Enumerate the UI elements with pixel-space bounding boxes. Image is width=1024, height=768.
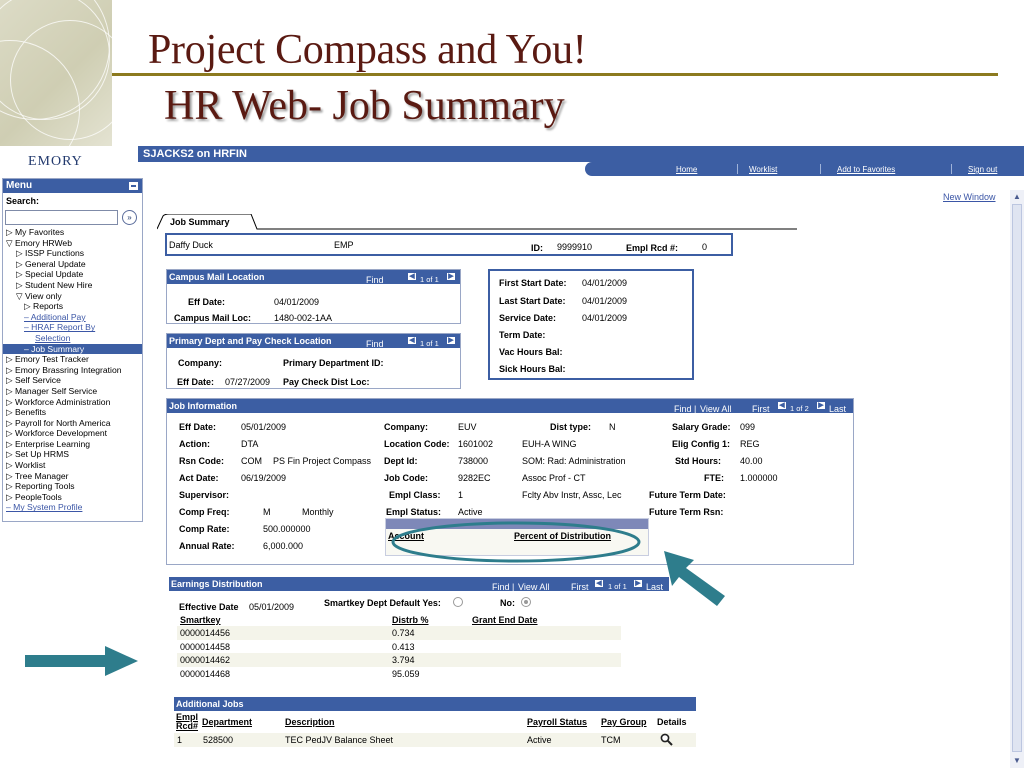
section-title: Campus Mail Location — [169, 272, 265, 282]
rsn-code: COM — [241, 456, 262, 466]
menu-item[interactable]: ▷ Payroll for North America — [6, 417, 111, 428]
menu-item[interactable]: ▷ General Update — [16, 258, 86, 269]
date-value: 04/01/2009 — [582, 296, 628, 306]
empl-rcd: 0 — [702, 242, 708, 252]
dist-type-label: Dist type: — [550, 422, 592, 432]
elig-config-label: Elig Config 1: — [672, 439, 730, 449]
date-label: Term Date: — [499, 330, 546, 340]
new-window-link[interactable]: New Window — [943, 192, 996, 202]
comp-freq-label: Comp Freq: — [179, 507, 230, 517]
eff-date-label: Eff Date: — [188, 297, 226, 307]
smartkey-cell: 0000014456 — [180, 628, 231, 638]
date-label: First Start Date: — [499, 278, 567, 288]
menu-item[interactable]: – HRAF Report By — [24, 322, 96, 333]
no-label: No: — [500, 598, 515, 608]
date-label: Last Start Date: — [499, 296, 566, 306]
dept-id: 738000 — [458, 456, 489, 466]
eff-date: 07/27/2009 — [225, 377, 271, 387]
smartkey-cell: 0000014468 — [180, 668, 231, 679]
first-label: First — [752, 404, 770, 414]
smartkey-cell: 0000014462 — [180, 655, 231, 665]
elig-config: REG — [740, 439, 760, 449]
eff-date-label: Eff Date: — [179, 422, 217, 432]
empl-rcd-header-line2: Rcd# — [176, 721, 199, 731]
menu-item[interactable]: ▷ Special Update — [16, 269, 84, 280]
menu-item[interactable]: ▷ Workforce Development — [6, 428, 108, 439]
menu-item[interactable]: ▷ Reporting Tools — [6, 481, 75, 492]
view-all-text: View All — [518, 582, 550, 592]
search-go-icon[interactable]: » — [122, 210, 137, 225]
effective-date-label: Effective Date — [179, 602, 239, 612]
fte: 1.000000 — [740, 473, 778, 483]
rsn-code-label: Rsn Code: — [179, 456, 224, 466]
slide-subtitle: HR Web- Job Summary — [164, 83, 565, 129]
employee-name: Daffy Duck — [169, 240, 213, 250]
employee-id: 9999910 — [557, 242, 593, 252]
effective-date: 05/01/2009 — [249, 602, 295, 612]
row-count: 1 of 1 — [420, 275, 439, 284]
date-label: Sick Hours Bal: — [499, 364, 566, 374]
menu-item[interactable]: ▷ ISSP Functions — [16, 248, 85, 259]
date-value: 04/01/2009 — [582, 313, 628, 323]
menu-item[interactable]: ▽ View only — [16, 290, 62, 301]
menu-item[interactable]: – My System Profile — [6, 502, 83, 513]
company: EUV — [458, 422, 477, 432]
std-hours: 40.00 — [740, 456, 763, 466]
menu-title: Menu — [6, 180, 33, 191]
percent-column-header[interactable]: Percent of Distribution — [514, 531, 612, 541]
last-label: Last — [646, 582, 664, 592]
next-icon[interactable]: ▶ — [633, 579, 643, 588]
prev-icon[interactable]: ◀ — [777, 401, 787, 410]
menu-item[interactable]: ▷ Set Up HRMS — [6, 449, 69, 460]
dept-id-label: Dept Id: — [384, 456, 418, 466]
row-count: 1 of 2 — [790, 404, 809, 413]
id-label: ID: — [531, 243, 543, 253]
std-hours-label: Std Hours: — [675, 456, 721, 466]
annual-rate: 6,000.000 — [263, 541, 304, 551]
row-count: 1 of 1 — [420, 339, 439, 348]
comp-freq: M — [263, 507, 271, 517]
department-cell: 528500 — [203, 735, 234, 745]
grant-end-date-column-header[interactable]: Grant End Date — [472, 615, 538, 625]
location-code: 1601002 — [458, 439, 494, 449]
menu-item[interactable]: – Job Summary — [3, 344, 142, 355]
future-term-date-label: Future Term Date: — [649, 490, 726, 500]
action-label: Action: — [179, 439, 210, 449]
pay-group-column-header[interactable]: Pay Group — [601, 717, 647, 727]
next-icon[interactable]: ▶ — [816, 401, 826, 410]
menu-item[interactable]: ▷ Benefits — [6, 407, 47, 418]
worklist-link[interactable]: Worklist — [749, 165, 778, 174]
row-count: 1 of 1 — [608, 582, 627, 591]
menu-item[interactable]: ▷ Emory Test Tracker — [6, 354, 89, 365]
supervisor-label: Supervisor: — [179, 490, 230, 500]
tab-job-summary[interactable]: Job Summary — [170, 217, 230, 227]
employee-type: EMP — [334, 240, 354, 250]
comp-rate: 500.000000 — [263, 524, 311, 534]
menu-item[interactable]: ▷ PeopleTools — [6, 491, 62, 502]
department-column-header[interactable]: Department — [202, 717, 253, 727]
distrb-cell: 0.413 — [392, 641, 415, 652]
fte-label: FTE: — [704, 473, 724, 483]
job-desc: Assoc Prof - CT — [522, 473, 586, 483]
date-value: 04/01/2009 — [582, 278, 628, 288]
job-code-label: Job Code: — [384, 473, 428, 483]
dist-type: N — [609, 422, 616, 432]
find-link[interactable]: Find — [366, 339, 384, 349]
primary-dept-label: Primary Department ID: — [283, 358, 384, 368]
separator: | — [512, 582, 515, 592]
menu-item[interactable]: ▷ Reports — [24, 301, 64, 312]
pay-check-dist-loc-label: Pay Check Dist Loc: — [283, 377, 370, 387]
menu-item[interactable]: ▷ Workforce Administration — [6, 396, 111, 407]
date-label: Vac Hours Bal: — [499, 347, 563, 357]
prev-icon[interactable]: ◀ — [407, 272, 417, 281]
distrb-column-header[interactable]: Distrb % — [392, 615, 429, 625]
menu-item[interactable]: ▷ Student New Hire — [16, 279, 93, 290]
user-bar: SJACKS2 on HRFIN — [138, 146, 1024, 162]
separator: | — [694, 404, 697, 414]
eff-date: 04/01/2009 — [274, 297, 320, 307]
salary-grade-label: Salary Grade: — [672, 422, 731, 432]
annual-rate-label: Annual Rate: — [179, 541, 235, 551]
details-column-header: Details — [657, 717, 687, 727]
action: DTA — [241, 439, 259, 449]
act-date-label: Act Date: — [179, 473, 219, 483]
empl-status-label: Empl Status: — [386, 507, 442, 517]
location-desc: EUH-A WING — [522, 439, 577, 449]
menu-item[interactable]: ▷ Enterprise Learning — [6, 438, 90, 449]
search-label: Search: — [6, 196, 40, 206]
comp-rate-label: Comp Rate: — [179, 524, 230, 534]
distrb-cell: 95.059 — [392, 668, 420, 679]
description-column-header[interactable]: Description — [285, 717, 335, 727]
menu-item[interactable]: ▷ Self Service — [6, 375, 61, 386]
scroll-down-icon[interactable]: ▼ — [1013, 756, 1021, 765]
distrb-cell: 0.734 — [392, 628, 415, 638]
empl-class-desc: Fclty Abv Instr, Assc, Lec — [522, 490, 622, 500]
campus-mail-loc-label: Campus Mail Loc: — [174, 313, 252, 323]
sign-out-link[interactable]: Sign out — [968, 165, 998, 174]
add-to-favorites-link[interactable]: Add to Favorites — [837, 165, 896, 174]
scroll-up-icon[interactable]: ▲ — [1013, 192, 1021, 201]
rcd-cell: 1 — [177, 735, 183, 745]
company-label: Company: — [178, 358, 223, 368]
smartkey-default-label: Smartkey Dept Default Yes: — [324, 598, 441, 608]
arrow-up-left-icon — [664, 551, 725, 606]
future-term-rsn-label: Future Term Rsn: — [649, 507, 724, 517]
empl-status: Active — [458, 507, 483, 517]
menu-item[interactable]: ▷ My Favorites — [6, 227, 65, 237]
menu-item[interactable]: ▽ Emory HRWeb — [6, 237, 72, 248]
rsn-desc: PS Fin Project Compass — [273, 456, 372, 466]
salary-grade: 099 — [740, 422, 756, 432]
find-link[interactable]: Find — [366, 275, 384, 285]
job-code: 9282EC — [458, 473, 491, 483]
eff-date-label: Eff Date: — [177, 377, 215, 387]
menu-item[interactable]: – Additional Pay — [24, 311, 86, 322]
empl-rcd-label: Empl Rcd #: — [626, 243, 679, 253]
find-link[interactable]: Find — [674, 404, 692, 414]
comp-freq-desc: Monthly — [302, 507, 334, 517]
pay-group-cell: TCM — [601, 735, 621, 745]
company-label: Company: — [384, 422, 429, 432]
additional-jobs-header: Additional Jobs — [174, 697, 696, 711]
account-column-header[interactable]: Account — [388, 531, 424, 541]
date-label: Service Date: — [499, 313, 557, 323]
last-link[interactable]: Last — [829, 404, 847, 414]
first-label: First — [571, 582, 589, 592]
prev-icon[interactable]: ◀ — [407, 336, 417, 345]
menu-item[interactable]: ▷ Emory Brassring Integration — [6, 364, 122, 375]
smartkey-column-header[interactable]: Smartkey — [180, 615, 221, 625]
view-all-link[interactable]: View All — [700, 404, 732, 414]
smartkey-cell: 0000014458 — [180, 641, 231, 652]
campus-mail-loc: 1480-002-1AA — [274, 313, 333, 323]
menu-item[interactable]: ▷ Tree Manager — [6, 470, 69, 481]
menu-item[interactable]: Selection — [35, 332, 71, 343]
location-code-label: Location Code: — [384, 439, 450, 449]
empl-class: 1 — [458, 490, 464, 500]
distrb-cell: 3.794 — [392, 655, 415, 665]
section-title: Job Information — [169, 401, 237, 411]
act-date: 06/19/2009 — [241, 473, 287, 483]
empl-rcd-header-line1: Empl — [176, 712, 199, 722]
next-icon[interactable]: ▶ — [446, 336, 456, 345]
arrow-right-icon — [25, 646, 138, 676]
highlight-ellipse — [393, 523, 639, 561]
section-title: Earnings Distribution — [171, 579, 263, 589]
section-title: Primary Dept and Pay Check Location — [169, 336, 332, 346]
slide-title: Project Compass and You! — [148, 27, 587, 73]
dept-desc: SOM: Rad: Administration — [522, 456, 626, 466]
next-icon[interactable]: ▶ — [446, 272, 456, 281]
find-link[interactable]: Find — [492, 582, 510, 592]
empl-class-label: Empl Class: — [389, 490, 441, 500]
prev-icon[interactable]: ◀ — [594, 579, 604, 588]
menu-item[interactable]: ▷ Manager Self Service — [6, 385, 98, 396]
emory-logo: EMORY — [28, 154, 83, 169]
payroll-status-cell: Active — [527, 735, 552, 745]
payroll-status-column-header[interactable]: Payroll Status — [527, 717, 588, 727]
description-cell: TEC PedJV Balance Sheet — [285, 735, 394, 745]
eff-date: 05/01/2009 — [241, 422, 287, 432]
menu-item[interactable]: ▷ Worklist — [6, 460, 46, 471]
home-link[interactable]: Home — [676, 165, 698, 174]
